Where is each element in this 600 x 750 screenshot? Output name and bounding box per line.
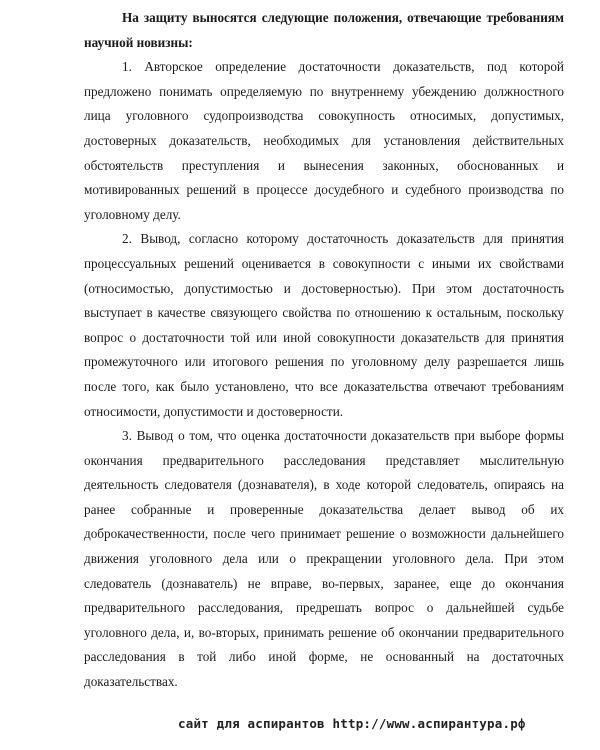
paragraph-1: 1. Авторское определение достаточности доказательств, под которой предложено понимать определяемую по внутреннему убеждению должностного лица уголовного судопроизводства совокупность относимых, допустимых, достоверных доказательств, необходимых для установления действительных обстоятельств преступления и вынесения законных, обоснованных и мотивированных решений в процессе досудебного и судебного производства по уголовному делу. (84, 59, 564, 222)
site-watermark: сайт для аспирантов http://www.аспирантура.рф (178, 716, 526, 731)
paragraph-3: 3. Вывод о том, что оценка достаточности доказательств при выборе формы окончания предварительного расследования представляет мыслительную деятельность следователя (дознавателя), в ходе которой следователь, опираясь на ранее собранные и проверенные доказательства делает вывод об их доброкачественности, после чего принимает решение о возможности дальнейшего движения уголовного дела или о прекращении уголовного дела. При этом следователь (дознаватель) не вправе, во-первых, заранее, еще до окончания предварительного расследования, предрешать вопрос о дальнейшей судьбе уголовного дела, и, во-вторых, принимать решение об окончании предварительного расследования в той либо иной форме, не основанный на достаточных доказательствах. (84, 428, 564, 690)
paragraph-2: 2. Вывод, согласно которому достаточность доказательств для принятия процессуальных решений оценивается в совокупности с иными их свойствами (относимостью, допустимостью и достоверностью). При этом достаточность выступает в качестве связующего свойства по отношению к остальным, поскольку вопрос о достаточности той или иной совокупности доказательств для принятия промежуточного или итогового решения по уголовному делу разрешается лишь после того, как было установлено, что все доказательства отвечают требованиям относимости, допустимости и достоверности. (84, 231, 564, 419)
document-body (84, 6, 564, 695)
section-heading: На защиту выносятся следующие положения, отвечающие требованиям научной новизны: (84, 10, 564, 50)
